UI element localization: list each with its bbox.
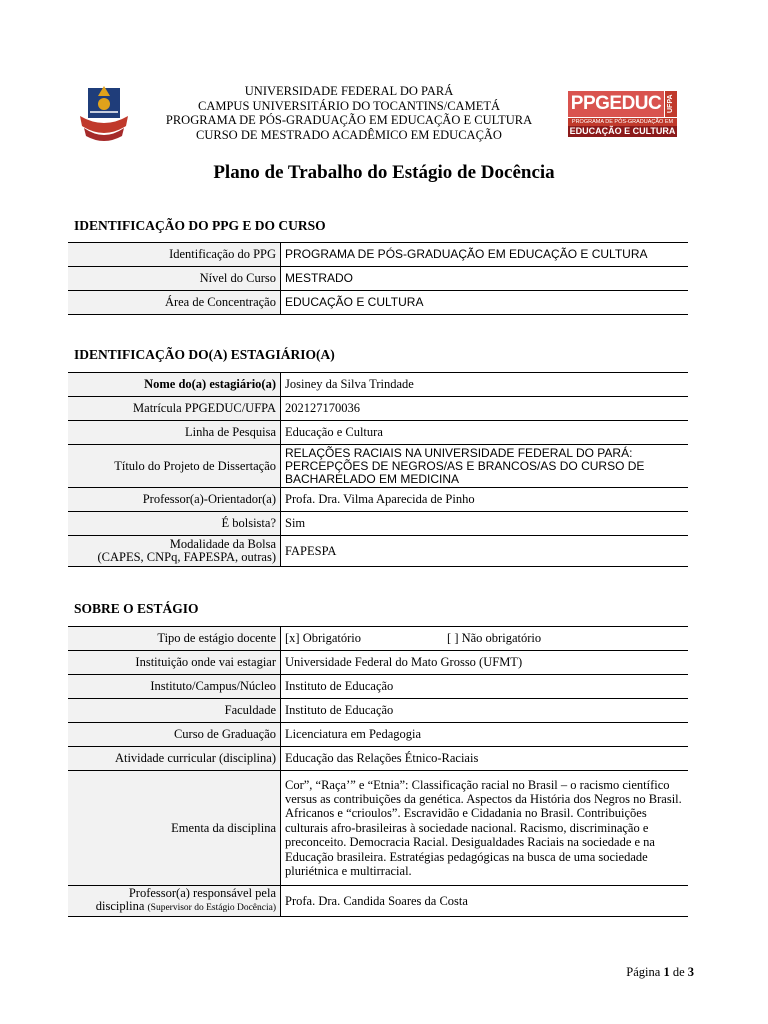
table-row — [68, 723, 688, 747]
table-row — [68, 512, 688, 536]
option-nao-obrigatorio: [ ] Não obrigatório — [447, 631, 542, 645]
table-row — [68, 536, 688, 567]
field-value: Profa. Dra. Candida Soares da Costa — [281, 886, 689, 917]
field-label: Ementa da disciplina — [68, 771, 281, 886]
page-title: Plano de Trabalho do Estágio de Docência — [213, 162, 555, 183]
field-label: Instituto/Campus/Núcleo — [68, 675, 281, 699]
field-label-note: (Supervisor do Estágio Docência) — [147, 903, 276, 913]
field-label: Instituição onde vai estagiar — [68, 651, 281, 675]
ppgeduc-logo-side: UFPA — [665, 91, 677, 117]
table-row — [68, 445, 688, 488]
field-value: RELAÇÕES RACIAIS NA UNIVERSIDADE FEDERAL DO PARÁ: PERCEPÇÕES DE NEGROS/AS E BRANCOS/AS DO CURSO DE BACHARELADO EM MEDICINA — [281, 445, 689, 488]
table-row — [68, 291, 688, 315]
of-word: de — [672, 965, 685, 979]
ppgeduc-logo-text: PPGEDUC — [568, 91, 664, 117]
ementa-text: Cor”, “Raça’” e “Etnia”: Classificação racial no Brasil – o racismo científico versus as contribuições da genética. Aspectos da História dos Negros no Brasil. Africanos e “crioulos”. Escravidão e Cidadania no Brasil. Contribuições culturais afro-brasileiras à sociedade nacional. Racismo, discriminação e preconceito. Democracia Racial. Desigualdades Raciais na sociedade e na Educação brasileira. Estratégias pedagógicas na busca de uma sociedade pluriétnica e multirracial. — [281, 771, 689, 886]
field-value: Profa. Dra. Vilma Aparecida de Pinho — [281, 488, 689, 512]
field-value: FAPESPA — [281, 536, 689, 567]
field-value: Educação e Cultura — [281, 421, 689, 445]
field-value: EDUCAÇÃO E CULTURA — [281, 291, 689, 315]
option-obrigatorio: [x] Obrigatório — [285, 631, 362, 645]
section-title-ppg: IDENTIFICAÇÃO DO PPG E DO CURSO — [74, 218, 326, 233]
page-number — [0, 965, 694, 980]
page-word: Página — [626, 965, 661, 979]
field-value: Licenciatura em Pedagogia — [281, 723, 689, 747]
field-label-line — [72, 900, 276, 915]
field-value: Instituto de Educação — [281, 699, 689, 723]
field-label: Nível do Curso — [68, 267, 281, 291]
field-label — [68, 536, 281, 567]
field-label: Linha de Pesquisa — [68, 421, 281, 445]
field-value: Educação das Relações Étnico-Raciais — [281, 747, 689, 771]
table-row — [68, 886, 688, 917]
field-label: Identificação do PPG — [68, 243, 281, 267]
field-label-line: Modalidade da Bolsa — [169, 537, 276, 551]
ppgeduc-logo-sub: PROGRAMA DE PÓS-GRADUAÇÃO EM — [568, 118, 677, 126]
table-row — [68, 488, 688, 512]
header-line: PROGRAMA DE PÓS-GRADUAÇÃO EM EDUCAÇÃO E CULTURA — [165, 113, 533, 127]
field-value: MESTRADO — [281, 267, 689, 291]
field-label: Curso de Graduação — [68, 723, 281, 747]
ufpa-logo-icon — [74, 82, 134, 144]
table-row — [68, 699, 688, 723]
field-label: Área de Concentração — [68, 291, 281, 315]
field-value: Universidade Federal do Mato Grosso (UFMT) — [281, 651, 689, 675]
institution-heading — [150, 84, 548, 142]
field-label: Atividade curricular (disciplina) — [68, 747, 281, 771]
field-label: Faculdade — [68, 699, 281, 723]
table-row — [68, 627, 688, 651]
table-row — [68, 651, 688, 675]
table-row — [68, 397, 688, 421]
header-line: CAMPUS UNIVERSITÁRIO DO TOCANTINS/CAMETÁ — [198, 98, 500, 113]
ppgeduc-logo-bottom: EDUCAÇÃO E CULTURA — [569, 126, 676, 136]
field-label-line: (CAPES, CNPq, FAPESPA, outras) — [97, 550, 276, 564]
field-label: É bolsista? — [68, 512, 281, 536]
header-line: UNIVERSIDADE FEDERAL DO PARÁ — [244, 84, 454, 98]
table-row — [68, 373, 688, 397]
field-label-line: Professor(a) responsável pela — [128, 886, 276, 900]
table-row — [68, 675, 688, 699]
current-page: 1 — [663, 965, 670, 979]
total-pages: 3 — [687, 965, 694, 979]
field-label: Tipo de estágio docente — [68, 627, 281, 651]
estagio-table — [68, 626, 688, 917]
document-header — [0, 82, 768, 152]
field-label — [68, 886, 281, 917]
estagiario-table — [68, 372, 688, 567]
field-value: PROGRAMA DE PÓS-GRADUAÇÃO EM EDUCAÇÃO E CULTURA — [281, 243, 689, 267]
field-value: Sim — [281, 512, 689, 536]
ppg-table — [68, 242, 688, 315]
field-value: Josiney da Silva Trindade — [281, 373, 689, 397]
field-label: Título do Projeto de Dissertação — [68, 445, 281, 488]
field-label-part: disciplina — [95, 899, 145, 913]
table-row — [68, 243, 688, 267]
field-value — [281, 627, 689, 651]
table-row — [68, 771, 688, 886]
section-title-estagio: SOBRE O ESTÁGIO — [74, 601, 199, 616]
section-title-estagiario: IDENTIFICAÇÃO DO(A) ESTAGIÁRIO(A) — [74, 347, 335, 362]
ppgeduc-logo — [568, 91, 678, 137]
header-line: CURSO DE MESTRADO ACADÊMICO EM EDUCAÇÃO — [196, 127, 502, 142]
field-label: Matrícula PPGEDUC/UFPA — [68, 397, 281, 421]
table-row — [68, 421, 688, 445]
field-value: 202127170036 — [281, 397, 689, 421]
field-value: Instituto de Educação — [281, 675, 689, 699]
field-label: Nome do(a) estagiário(a) — [68, 373, 281, 397]
table-row — [68, 747, 688, 771]
table-row — [68, 267, 688, 291]
field-label: Professor(a)-Orientador(a) — [68, 488, 281, 512]
